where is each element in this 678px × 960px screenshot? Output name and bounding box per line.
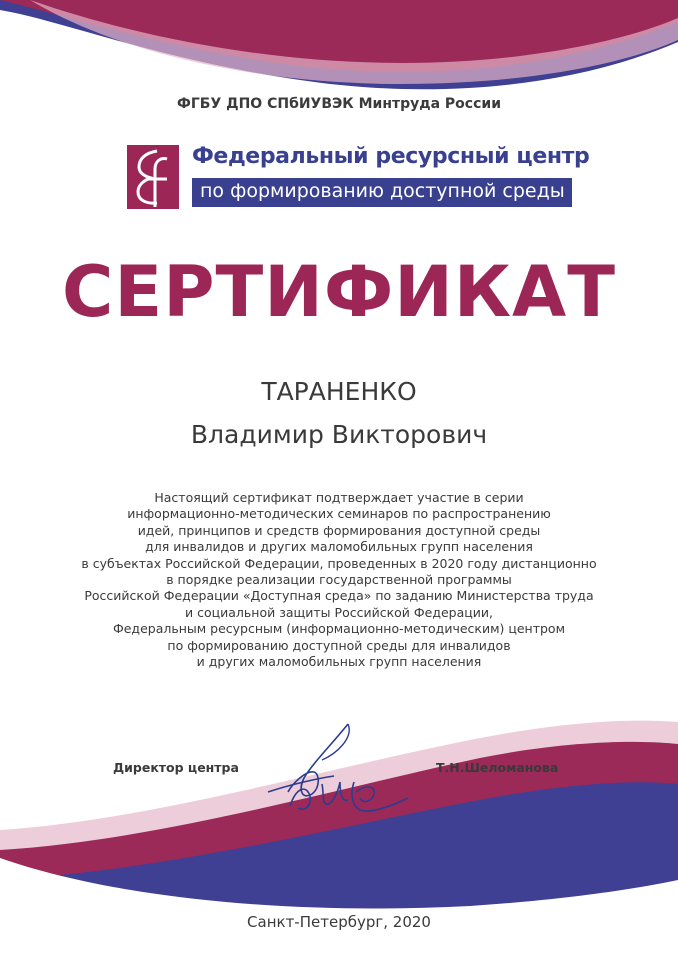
body-line: и других маломобильных групп населения [196, 654, 482, 670]
body-line: Федеральным ресурсным (информационно-методическим) центром [112, 621, 566, 637]
resource-center-title: Федеральный ресурсный центр [192, 144, 590, 169]
body-line: в порядке реализации государственной программы [166, 572, 512, 588]
certificate-body [30, 490, 648, 670]
body-line: информационно-методических семинаров по распространению [127, 506, 551, 522]
resource-center-subtitle: по формированию доступной среды [200, 180, 565, 202]
director-name: Т.Н.Шеломанова [436, 760, 559, 775]
organization-name: ФГБУ ДПО СПбИУВЭК Минтруда России [176, 96, 502, 112]
body-line: по формированию доступной среды для инвалидов [167, 637, 511, 653]
body-line: Настоящий сертификат подтверждает участие в серии [154, 490, 524, 505]
body-line: для инвалидов и других маломобильных групп населения [145, 539, 533, 555]
director-role: Директор центра [113, 760, 239, 775]
certificate-heading: СЕРТИФИКАТ [62, 251, 616, 333]
body-line: идей, принципов и средств формирования доступной среды [137, 522, 541, 538]
body-line: в субъектах Российской Федерации, проведенных в 2020 году дистанционно [81, 555, 597, 571]
recipient-surname: ТАРАНЕНКО [261, 377, 417, 406]
handwritten-signature [262, 714, 414, 826]
place-and-year: Санкт-Петербург, 2020 [247, 913, 431, 931]
body-line: Российской Федерации «Доступная среда» по заданию Министерства труда [84, 588, 594, 604]
recipient-given-names: Владимир Викторович [190, 420, 488, 449]
body-line: и социальной защиты Российской Федерации, [185, 604, 493, 620]
sigma-f-emblem-icon [127, 145, 179, 209]
